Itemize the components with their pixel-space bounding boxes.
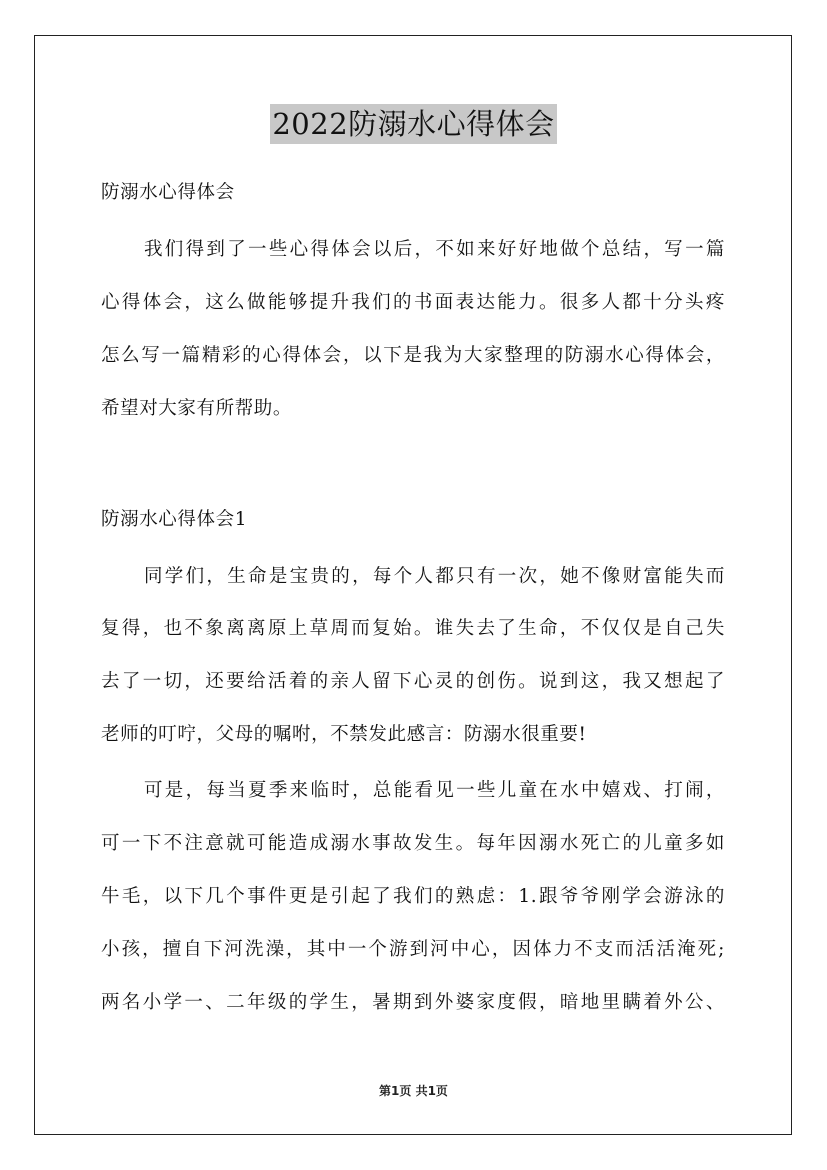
paragraph-line: 小孩，擅自下河洗澡，其中一个游到河中心，因体力不支而活活淹死; [101,939,725,960]
paragraph-line: 我们得到了一些心得体会以后，不如来好好地做个总结，写一篇 [144,239,725,260]
paragraph-line: 复得，也不象离离原上草周而复始。谁失去了生命，不仅仅是自己失 [101,618,725,639]
paragraph-line: 可一下不注意就可能造成溺水事故发生。每年因溺水死亡的儿童多如 [101,833,725,854]
section-heading-intro: 防溺水心得体会 [101,182,235,203]
paragraph-line: 同学们，生命是宝贵的，每个人都只有一次，她不像财富能失而 [144,566,725,587]
paragraph-line: 怎么写一篇精彩的心得体会，以下是我为大家整理的防溺水心得体会， [101,345,725,366]
paragraph-line: 心得体会，这么做能够提升我们的书面表达能力。很多人都十分头疼 [101,292,725,313]
paragraph-line: 可是，每当夏季来临时，总能看见一些儿童在水中嬉戏、打闹， [144,780,725,801]
paragraph-line: 去了一切，还要给活着的亲人留下心灵的创伤。说到这，我又想起了 [101,671,725,692]
title-container [0,104,827,144]
paragraph-line: 牛毛，以下几个事件更是引起了我们的熟虑：1.跟爷爷刚学会游泳的 [101,886,725,907]
paragraph-line: 老师的叮咛，父母的嘱咐，不禁发此感言：防溺水很重要! [101,724,587,745]
page-footer: 第1页 共1页 [379,1084,448,1098]
paragraph-line: 希望对大家有所帮助。 [101,398,293,419]
document-title: 2022防溺水心得体会 [270,104,556,144]
paragraph-line: 两名小学一、二年级的学生，暑期到外婆家度假，暗地里瞒着外公、 [101,992,725,1013]
section-heading-1: 防溺水心得体会1 [101,509,248,530]
